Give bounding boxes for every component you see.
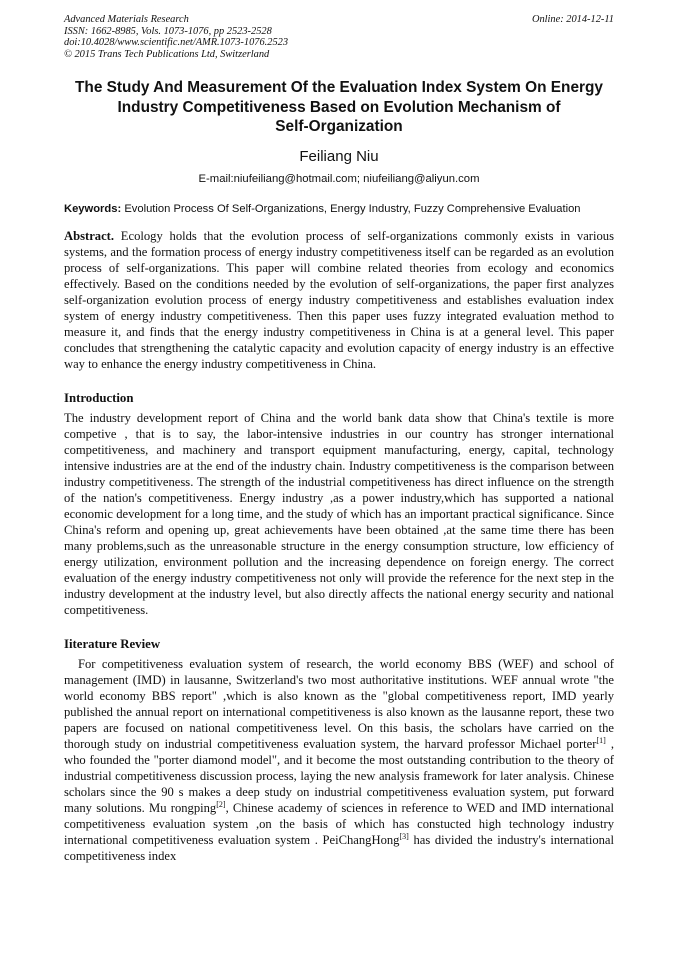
abstract-text: Ecology holds that the evolution process of self-organizations commonly exists in various systems, and the formation process of energy industry competitiveness itself can be regarded as an evolution process of self-organizations. This paper will combine related theories from ecology and economics effectively. Based on the conditions needed by the evolution of self-organizations, the paper first analyzes self-organization evolution process of energy industry competitiveness and establishes evaluation index system of energy industry competitiveness. Then this paper uses fuzzy integrated evaluation method to measure it, and finds that the energy industry competitiveness in China is at a general level. This paper concludes that strengthening the catalytic capacity and evolution capacity of energy industry is an effective way to enhance the energy industry competitiveness in China. [64, 228, 614, 371]
publication-header [64, 14, 614, 60]
citation-ref[interactable]: [1] [596, 735, 606, 745]
author-name: Feiliang Niu [299, 147, 379, 165]
literature-text-part: For competitiveness evaluation system of research, the world economy BBS (WEF) and school of management (IMD) in lausanne, Switzerland's two most authoritative institutions. WEF annual wrote "the world economy BBS report" ,which is also known as the "global competitiveness report, IMD yearly published the annual report on international competitiveness is also known as the lausanne report, these two papers are focused on national competitiveness level. On this basis, the scholars have carried on the thorough study on industrial competitiveness evaluation system, the harvard professor Michael porter [64, 656, 614, 751]
copyright-line: © 2015 Trans Tech Publications Ltd, Switzerland [64, 48, 270, 60]
introduction-heading: Introduction [64, 390, 134, 405]
abstract-label: Abstract. [64, 228, 115, 243]
issn-line: ISSN: 1662-8985, Vols. 1073-1076, pp 2523-2528 [64, 25, 272, 37]
citation-ref[interactable]: [2] [216, 799, 226, 809]
doi-line: doi:10.4028/www.scientific.net/AMR.1073-1076.2523 [64, 37, 289, 49]
journal-name: Advanced Materials Research [64, 14, 189, 25]
introduction-text: The industry development report of China and the world bank data show that China's textile is more competive , that is to say, the labor-intensive industries in our country has stronger international competitiveness, and machinery and transport equipment manufacturing, energy, capital, technology intensive industries are at the end of the industry chain. Industry competitiveness is the comparison between industry competitiveness. The strength of the industrial competitiveness has direct influence on the strength of the nation's competitiveness. Energy industry ,as a power industry,which has supported a national economic development for a long time, and the study of which has an important practical significance. Since China's reform and opening up, great achievements have been obtained ,at the same time there has been many problems,such as the unreasonable structure in the energy consumption structure, low efficiency of energy utilization, environment pollution and the increasing dependence on foreign energy. The correct evaluation of the energy industry competitiveness not only will provide the reference for the next step in the industry development at the industry level, but also directly affects the national energy security and national competitiveness. [64, 410, 614, 617]
keywords-label: Keywords: [64, 202, 122, 215]
literature-text-part: has divided the industry's international competitiveness index [64, 832, 614, 863]
paper-title [64, 78, 614, 137]
abstract [64, 228, 614, 372]
keywords-text: Evolution Process Of Self-Organizations, Energy Industry, Fuzzy Comprehensive Evaluation [124, 202, 581, 215]
author-email: E-mail:niufeiliang@hotmail.com; niufeiliang@aliyun.com [198, 172, 480, 185]
literature-heading: Iiterature Review [64, 636, 161, 651]
citation-ref[interactable]: [3] [399, 831, 409, 841]
title-line: The Study And Measurement Of the Evaluation Index System On Energy [75, 79, 603, 97]
title-line: Self-Organization [275, 118, 403, 136]
title-line: Industry Competitiveness Based on Evolution Mechanism of [117, 98, 561, 116]
keywords [64, 202, 614, 216]
literature-text-part: , who founded the "porter diamond model", and it become the most outstanding contribution to the theory of industrial competitiveness discussion process, laying the new analysis framework for later analysis. Chinese scholars since the 90 s makes a deep study on industrial competitiveness evaluation system, put forward many solutions. Mu rongping [64, 736, 614, 815]
literature-text-part: , Chinese academy of sciences in reference to WED and IMD international competitiveness evaluation system ,on the basis of which has constucted high technology industry international competitiveness evaluation system . PeiChangHong [64, 800, 615, 847]
online-date: Online: 2014-12-11 [531, 14, 614, 25]
literature-text [64, 656, 614, 864]
